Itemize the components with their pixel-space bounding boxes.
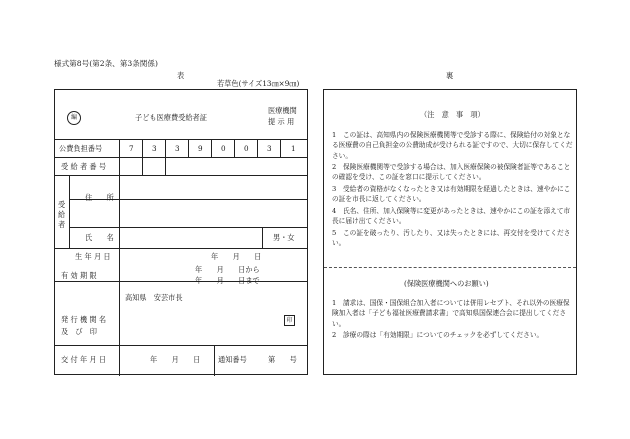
back-heading: 裏 xyxy=(446,71,454,80)
institution-label: 医療機関 xyxy=(268,106,297,115)
request-item: 1 請求は、国保・国保組合加入者については併用レセプト、それ以外の医療保険加入者は「子ども福祉医療費請求書」で高知県国保連合会に提出してください。 xyxy=(332,299,570,328)
note-item: 2 保険医療機関等で受診する場合は、加入医療保険の被保険者証等であることの確認を受け、この証を窓口に提示してください。 xyxy=(332,163,571,182)
note-item: 5 この証を破ったり、汚したり、又は失ったときには、再交付を受けてください。 xyxy=(332,229,571,248)
request-item: 2 診療の際は「有効期限」についてのチェックを必ずしてください。 xyxy=(332,331,544,339)
back-card xyxy=(323,89,577,375)
address-label: 住 所 xyxy=(85,193,114,202)
notes-title: （注 意 事 項） xyxy=(420,110,485,119)
issuer-name: 高知県 安芸市長 xyxy=(125,293,183,302)
birth-date-label: 生 年 月 日 xyxy=(75,252,111,261)
payer-digit: 3 xyxy=(175,144,180,153)
payer-digit: 0 xyxy=(244,144,249,153)
issuer-label-seal: 及 び 印 xyxy=(61,327,97,336)
issuer-stamp: 印 xyxy=(284,315,295,326)
gender-label: 男・女 xyxy=(273,233,295,242)
payer-digit: 3 xyxy=(152,144,157,153)
payer-digit: 1 xyxy=(291,144,296,153)
validity-from: 年 月 日から xyxy=(195,265,260,274)
front-heading: 表 xyxy=(177,71,185,80)
payer-digit: 7 xyxy=(129,144,134,153)
issue-date-value: 年 月 日 xyxy=(150,355,201,364)
name-label: 氏 名 xyxy=(85,233,114,242)
validity-label: 有 効 期 限 xyxy=(61,271,97,280)
issue-date-label: 交 付 年 月 日 xyxy=(61,355,107,364)
payer-digit: 9 xyxy=(198,144,203,153)
recipient-group-label: 受給者 xyxy=(58,200,66,229)
front-card xyxy=(54,89,308,375)
issuer-label: 発 行 機 関 名 xyxy=(61,315,107,324)
payer-digit: 0 xyxy=(221,144,226,153)
form-number: 様式第8号(第2条、第3条関係) xyxy=(54,59,158,68)
birth-date-value: 年 月 日 xyxy=(211,252,262,261)
validity-to: 年 月 日まで xyxy=(195,276,260,285)
payer-number-label: 公費負担番号 xyxy=(59,144,103,153)
note-item: 3 受給者の資格がなくなったとき又は有効期限を経過したときは、速やかにこの証を市長に返してください。 xyxy=(332,185,571,204)
card-title: 子ども医療費受給者証 xyxy=(135,113,207,122)
color-note: 若草色(サイズ13㎝×9㎝) xyxy=(217,79,300,88)
seal-mark: 編 xyxy=(67,111,81,125)
notice-number-label: 通知番号 xyxy=(218,355,247,364)
presentation-label: 提 示 用 xyxy=(268,117,295,126)
notice-number-suffix: 第 号 xyxy=(268,355,297,364)
recipient-number-label: 受 給 者 番 号 xyxy=(61,162,107,171)
section-divider xyxy=(324,267,576,268)
payer-digit: 3 xyxy=(267,144,272,153)
request-title: (保険医療機関へのお願い) xyxy=(404,279,489,288)
note-item: 4 氏名、住所、加入保険等に変更があったときは、速やかにこの証を添えて市長に届け出てください。 xyxy=(332,207,571,226)
note-item: 1 この証は、高知県内の保険医療機関等で受診する際に、保険給付の対象となる医療費の自己負担金の公費助成が受けられる証ですので、大切に保存してください。 xyxy=(332,131,573,160)
